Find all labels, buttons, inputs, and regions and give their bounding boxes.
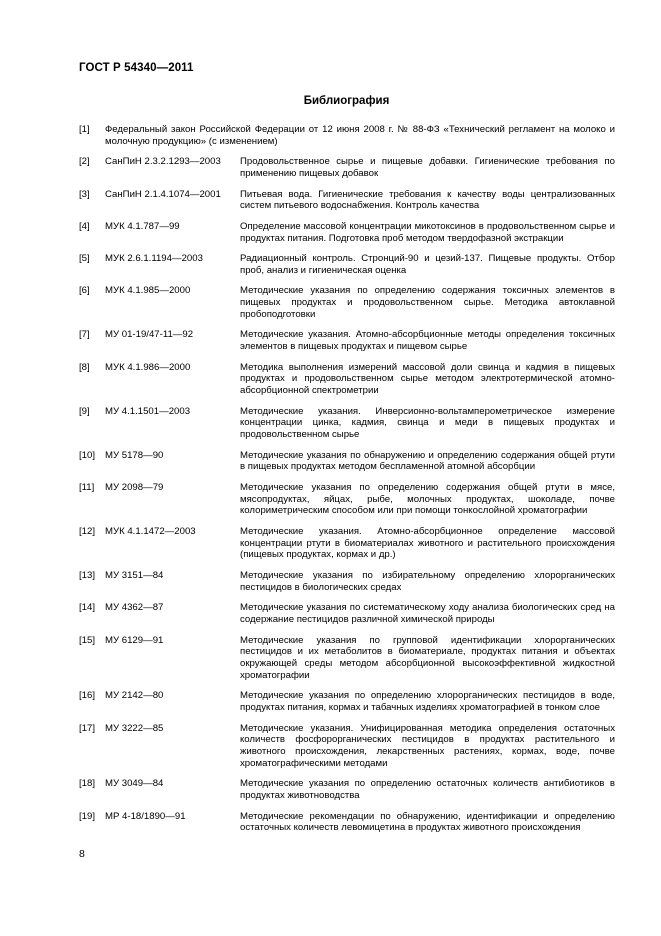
bibliography-entry xyxy=(79,526,615,561)
entry-number: [9] xyxy=(79,405,90,417)
entry-code: МУК 4.1.985—2000 xyxy=(105,285,191,297)
entry-number: [8] xyxy=(79,361,90,373)
page-title: Библиография xyxy=(303,95,390,107)
entry-description: Методические указания по определению содержания токсичных элементов в пищевых продуктах и продовольственном сырье. Методика автоклавной пробоподготовки xyxy=(240,285,615,320)
entry-code: МУ 01-19/47-11—92 xyxy=(105,329,194,341)
entry-description: Методические указания по избирательному определению хлорорганических пестицидов в биологических средах xyxy=(240,570,615,593)
entry-number: [5] xyxy=(79,253,90,265)
entry-number: [12] xyxy=(79,526,96,538)
entry-description: Методические указания. Атомно-абсорбционное определение массовой концентрации ртути в биоматериалах животного и растительного происхождения (пищевых продуктах, кормах и др.) xyxy=(240,526,615,561)
entry-number: [13] xyxy=(79,570,96,582)
bibliography-entry xyxy=(79,285,615,320)
entry-description: Методические указания по определению остаточных количеств антибиотиков в продуктах животноводства xyxy=(240,778,615,802)
bibliography-entry xyxy=(79,482,615,517)
bibliography-entry xyxy=(79,329,615,352)
entry-description: Методические указания по систематическому ходу анализа биологических сред на содержание пестицидов различной химической природы xyxy=(240,602,615,626)
entry-code: МУ 3222—85 xyxy=(105,722,164,734)
entry-number: [4] xyxy=(79,220,90,232)
entry-number: [1] xyxy=(79,124,90,135)
entry-code: МУ 2098—79 xyxy=(105,482,164,494)
entry-description: Методика выполнения измерений массовой доли свинца и кадмия в пищевых продуктах и продовольственном сырье методом электротермической атомно-абсорбционной спектрометрии xyxy=(240,361,615,397)
page-number: 8 xyxy=(79,848,85,860)
entry-code: МУ 6129—91 xyxy=(105,634,164,646)
entry-description: Продовольственное сырье и пищевые добавки. Гигиенические требования по применению пищевых добавок xyxy=(240,156,615,179)
entry-code: МУ 4.1.1501—2003 xyxy=(105,405,191,417)
entry-code: МР 4-18/1890—91 xyxy=(105,810,186,822)
document-header: ГОСТ Р 54340—2011 xyxy=(79,62,194,74)
entry-code: МУ 4362—87 xyxy=(105,602,164,614)
bibliography-entry xyxy=(79,602,615,625)
bibliography-list xyxy=(79,124,615,843)
entry-number: [11] xyxy=(79,482,95,494)
bibliography-entry xyxy=(79,362,615,397)
entry-code: МУ 2142—80 xyxy=(105,690,164,702)
entry-code: МУ 5178—90 xyxy=(105,449,164,461)
entry-code: МУ 3151—84 xyxy=(105,570,164,582)
entry-number: [15] xyxy=(79,634,96,646)
entry-code: МУК 4.1.986—2000 xyxy=(105,361,191,373)
entry-description: Федеральный закон Российской Федерации от 12 июня 2008 г. № 88-ФЗ «Технический регламент на молоко и молочную продукцию» (с изменением) xyxy=(105,124,615,147)
bibliography-entry xyxy=(79,635,615,682)
entry-description: Методические указания. Атомно-абсорбционные методы определения токсичных элементов в пищевых продуктах и пищевом сырье xyxy=(240,329,615,353)
bibliography-entry xyxy=(79,189,615,212)
entry-code: СанПиН 2.3.2.1293—2003 xyxy=(105,156,221,168)
entry-code: МУК 4.1.787—99 xyxy=(105,220,180,232)
entry-description: Определение массовой концентрации микотоксинов в продовольственном сырье и продуктах питания. Подготовка проб методом твердофазной экстракции xyxy=(240,220,615,244)
bibliography-entry xyxy=(79,156,615,179)
entry-description: Методические указания. Инверсионно-вольтамперометрическое измерение концентрации цинка, кадмия, свинца и меди в пищевых продуктах и продовольственном сырье xyxy=(240,405,615,441)
bibliography-entry xyxy=(79,221,615,244)
entry-description: Методические рекомендации по обнаружению, идентификации и определению остаточных количеств левомицетина в продуктах животного происхождения xyxy=(240,810,615,834)
entry-code: МУ 3049—84 xyxy=(105,778,164,790)
bibliography-entry xyxy=(79,778,615,801)
bibliography-entry xyxy=(79,570,615,593)
entry-number: [19] xyxy=(79,810,96,822)
entry-description: Методические указания по обнаружению и определению содержания общей ртути в пищевых продуктах методом беспламенной атомной абсорбции xyxy=(240,449,615,473)
entry-description: Радиационный контроль. Стронций-90 и цезий-137. Пищевые продукты. Отбор проб, анализ и гигиеническая оценка xyxy=(240,253,615,276)
entry-description: Методические указания. Унифицированная методика определения остаточных количеств фосфорорганических пестицидов в продуктах растительного и животного происхождения, лекарственных растениях, кормах, воде, почве хроматографическими методами xyxy=(240,722,615,769)
entry-number: [10] xyxy=(79,449,96,461)
bibliography-entry xyxy=(79,406,615,441)
entry-number: [6] xyxy=(79,285,90,297)
bibliography-entry xyxy=(79,723,615,770)
entry-number: [18] xyxy=(79,778,96,790)
entry-number: [14] xyxy=(79,602,96,614)
entry-code: МУК 2.6.1.1194—2003 xyxy=(105,253,203,265)
bibliography-entry xyxy=(79,253,615,276)
entry-number: [7] xyxy=(79,329,90,341)
entry-code: СанПиН 2.1.4.1074—2001 xyxy=(105,188,221,200)
entry-number: [3] xyxy=(79,188,90,200)
bibliography-entry xyxy=(79,450,615,473)
entry-description: Питьевая вода. Гигиенические требования к качеству воды централизованных систем питьевого водоснабжения. Контроль качества xyxy=(240,188,615,212)
entry-code: МУК 4.1.1472—2003 xyxy=(105,526,196,538)
entry-description: Методические указания по групповой идентификации хлорорганических пестицидов и их метаболитов в биоматериале, продуктах питания и объектах окружающей среды методом абсорбционной высокоэффективной жидкостной хроматографии xyxy=(240,634,615,681)
entry-number: [2] xyxy=(79,156,90,168)
bibliography-entry xyxy=(79,811,615,834)
entry-description: Методические указания по определению хлорорганических пестицидов в воде, продуктах питания, кормах и табачных изделиях хроматографией в тонком слое xyxy=(240,690,615,714)
entry-description: Методические указания по определению содержания общей ртути в мясе, мясопродуктах, яйцах, рыбе, молочных продуктах, шоколаде, почве колориметрическим способом или при помощи тонкослойной хроматографии xyxy=(240,482,615,517)
bibliography-entry xyxy=(79,690,615,713)
entry-number: [17] xyxy=(79,722,96,734)
bibliography-entry xyxy=(79,124,615,147)
entry-number: [16] xyxy=(79,690,96,702)
